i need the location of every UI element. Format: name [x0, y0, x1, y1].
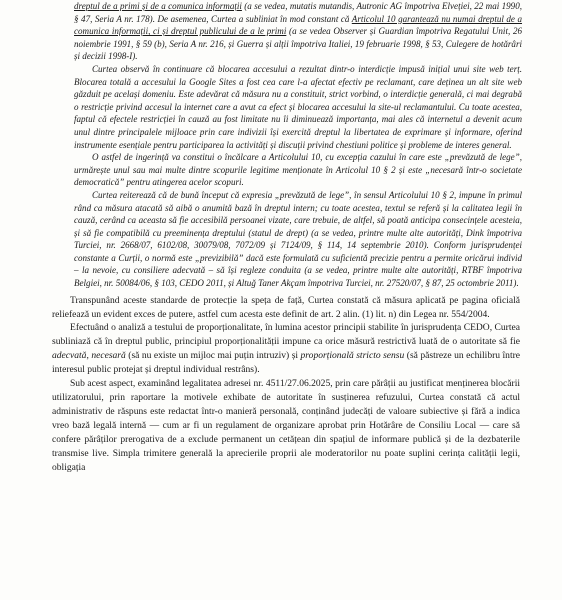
text-run: (să păstreze un echilibru între interesul public protejat și dreptul individual restrâns).	[52, 350, 521, 376]
text-run: (să nu existe un mijloc mai puțin intruziv) și	[125, 350, 301, 362]
italic-term: adecvată	[52, 350, 87, 362]
quoted-paragraph	[74, 189, 522, 290]
text-run: Transpunând aceste standarde de protecție la speța de față, Curtea constată că măsura aplicată pe pagina oficială reliefează un evident exces de putere, astfel cum acesta este definit de art. 2 alin. (1) lit. n) din Legea nr. 554/2004.	[52, 294, 520, 320]
quoted-paragraph	[74, 0, 522, 63]
text-run: Curtea observă în continuare că blocarea accesului a rezultat dintr-o interdicție impusă inițial unui site web terț. Blocarea totală a accesului la Google Sites a fost cea care l-a afectat efectiv pe reclamant, care deținea un alt site web găzduit pe același domeniu. Este adevărat că măsura nu a constituit, strict vorbind, o interdicție generală, ci mai degrabă o restricție privind accesul la internet care a avut ca efect și blocarea accesului la site-ul reclamantului. Cu toate acestea, faptul că efectele restricției în cauză au fost limitate nu îi diminuează importanța, mai ales că internetul a devenit acum unul dintre principalele mijloace prin care indivizii își exercită dreptul la libertatea de exprimare și informare, oferind instrumente esențiale pentru participarea la activități și discuții privind chestiuni politice și probleme de interes general.	[74, 63, 522, 150]
reasoning-paragraph	[52, 377, 520, 474]
italic-term: proporțională stricto sensu	[300, 350, 405, 362]
text-run: Efectuând o analiză a testului de proporționalitate, în lumina acestor principii stabilite în jurisprudența CEDO, Curtea subliniază că în dreptul public, principiul proporționalității impune ca orice măsură restrictivă luată de o autoritate să fie	[52, 322, 520, 348]
text-run: Sub acest aspect, examinând legalitatea adresei nr. 4511/27.06.2025, prin care părâții au justificat menținerea blocării utilizatorului, prin raportare la motivele exhibate de autoritate în susținerea refuzului, Curtea constată că actul administrativ de răspuns este redactat într-o manieră personală, conținând judecăți de valoare subiective și fără a indica vreo bază legală internă — cum ar fi un regulament de organizare aprobat prin Hotărâre de Consiliu Local — care să confere părâților prerogativa de a exclude permanent un cetățean din spațiul de informare publică și de la dezbaterile transmise live. Simpla trimitere generală la aprecierile proprii ale moderatorilor nu poate suplini cerința calității legii, obligația	[52, 378, 520, 473]
underlined-text: dreptul de a primi și de a comunica informații	[74, 1, 242, 11]
reasoning-paragraph	[52, 294, 520, 322]
underlined-text: Articolul 10 garantează nu numai dreptul de a comunica informații, ci și dreptul publicului de a le primi	[74, 13, 523, 37]
italic-term: necesară	[91, 350, 126, 362]
reasoning-paragraph	[52, 321, 520, 377]
quoted-paragraph	[74, 63, 522, 151]
text-run: ,	[86, 350, 92, 362]
court-reasoning-block	[46, 294, 524, 475]
quoted-paragraph	[74, 151, 522, 189]
text-run: O astfel de ingerință va constitui o încălcare a Articolului 10, cu excepția cazului în care este „prevăzută de lege”, urmărește unul sau mai multe dintre scopurile legitime menționate în Articolul 10 § 2 și este „necesară într-o societate democratică” pentru atingerea acelor scopuri.	[74, 152, 522, 188]
text-run: Curtea reiterează că de bună început că expresia „prevăzută de lege”, în sensul Articolului 10 § 2, impune în primul rând ca măsura atacată să aibă o anumită bază în dreptul intern; cu toate acestea, textul se referă și la calitatea legii în cauză, cerând ca aceasta să fie accesibilă persoanei vizate, care trebuie, de altfel, să poată anticipa consecințele acesteia, și să fie compatibilă cu preeminența dreptului (statul de drept) (a se vedea, printre multe alte autorități, Dink împotriva Turciei, nr. 2668/07, 6102/08, 30079/08, 7072/09 și 7124/09, § 114, 14 septembrie 2010). Conform jurisprudenței constante a Curții, o normă este „previzibilă” dacă este formulată cu suficientă precizie pentru a permite oricărui individ – la nevoie, cu consiliere adecvată – să își regleze conduita (a se vedea, printre multe alte autorități, RTBF împotriva Belgiei, nr. 50084/06, § 103, CEDO 2011, și Altuğ Taner Akçam împotriva Turciei, nr. 27520/07, § 87, 25 octombrie 2011).	[74, 189, 522, 289]
quoted-caselaw-block	[46, 0, 524, 290]
text-run: (a se vedea, mutatis mutandis, Autronic AG împotriva Elveției, 22 mai 1990, § 47, Seria A nr. 178). De asemenea, Curtea a subliniat în mod constant că	[74, 1, 522, 24]
text-run: (a se vedea Observer și Guardian împotriva Regatului Unit, 26 noiembrie 1991, § 59 (b), Seria A nr. 216, și Guerra și alții împotriva Italiei, 19 februarie 1998, § 53, Culegere de hotărâri și decizii 1998-I).	[74, 26, 522, 62]
